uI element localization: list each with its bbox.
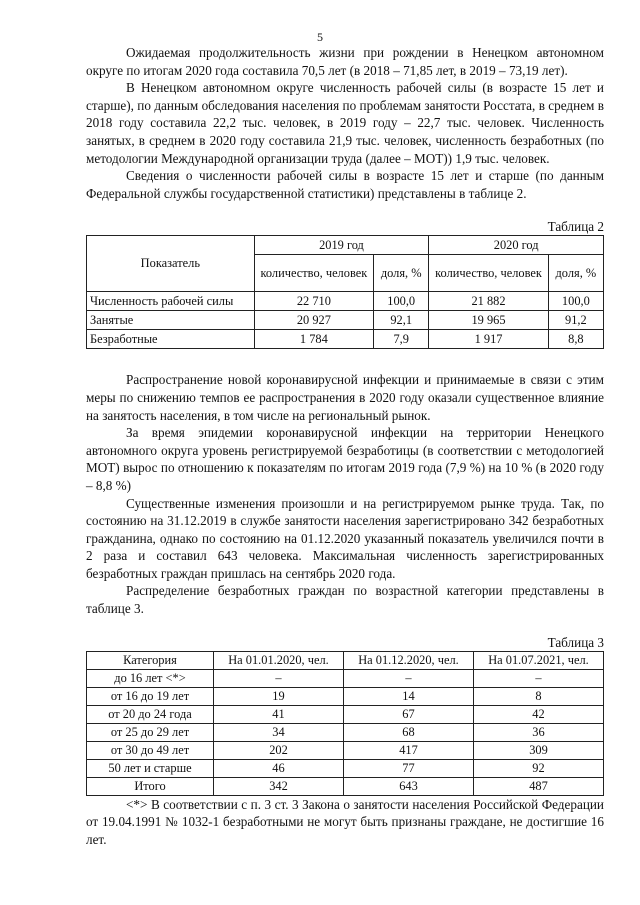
table3-cell: 92 xyxy=(474,759,604,777)
paragraph-life-expectancy: Ожидаемая продолжительность жизни при рождении в Ненецком автономном округе по итогам 2020 года составила 70,5 лет (в 2018 – 71,85 лет, в 2019 – 73,19 лет). xyxy=(86,45,604,78)
table3-cell: 19 xyxy=(214,687,344,705)
table3-cell: 77 xyxy=(344,759,474,777)
footnote: <*> В соответствии с п. 3 ст. 3 Закона о занятости населения Российской Федерации от 19.04.1991 № 1032-1 безработными не могут быть признаны граждане, не достигшие 16 лет. xyxy=(86,796,604,847)
table3-cell-category: от 30 до 49 лет xyxy=(87,741,214,759)
table3-cell: 42 xyxy=(474,705,604,723)
table2-cell-q2020: 19 965 xyxy=(429,311,548,330)
table2-header-qty-2019: количество, человек xyxy=(254,255,373,292)
table3-cell: 36 xyxy=(474,723,604,741)
table-row xyxy=(87,292,604,311)
table-row xyxy=(87,723,604,741)
table2-caption: Таблица 2 xyxy=(547,219,604,235)
table3-cell: 643 xyxy=(344,777,474,795)
table3-cell: – xyxy=(344,669,474,687)
table2-cell-q2019: 1 784 xyxy=(254,330,373,349)
paragraph-table2-intro: Сведения о численности рабочей силы в возрасте 15 лет и старше (по данным Федеральной службы государственной статистики) представлены в таблице 2. xyxy=(86,168,604,201)
table-row-total xyxy=(87,777,604,795)
table3-cell: 487 xyxy=(474,777,604,795)
table2-cell-label: Численность рабочей силы xyxy=(87,292,255,311)
table2-cell-s2020: 100,0 xyxy=(548,292,603,311)
table3-header-2020-jan: На 01.01.2020, чел. xyxy=(214,651,344,669)
table2-cell-q2020: 1 917 xyxy=(429,330,548,349)
table-row xyxy=(87,705,604,723)
table3-header-2020-dec: На 01.12.2020, чел. xyxy=(344,651,474,669)
table3-cell: 342 xyxy=(214,777,344,795)
paragraph-registered-market: Существенные изменения произошли и на регистрируемом рынке труда. Так, по состоянию на 31.12.2019 в службе занятости населения зарегистрировано 342 безработных гражданина, однако по состоянию на 01.12.2020 указанный показатель увеличился почти в 2 раза и составил 643 человека. Максимальная численность зарегистрированных безработных граждан пришлась на сентябрь 2020 года. xyxy=(86,495,604,581)
table2-cell-s2019: 100,0 xyxy=(374,292,429,311)
table-row xyxy=(87,759,604,777)
table3-cell: 46 xyxy=(214,759,344,777)
table-row xyxy=(87,687,604,705)
paragraph-unemployment-rate: За время эпидемии коронавирусной инфекции на территории Ненецкого автономного округа уровень регистрируемой безработицы (в соответствии с методологией МОТ) вырос по отношению к показателям по итогам 2019 года (7,9 %) на 10 % (в 2020 году – 8,8 %) xyxy=(86,425,604,493)
table3-cell-category: от 16 до 19 лет xyxy=(87,687,214,705)
table3-cell: – xyxy=(214,669,344,687)
unemployed-by-age-table xyxy=(86,651,604,796)
table2-cell-s2020: 91,2 xyxy=(548,311,603,330)
table3-cell: 309 xyxy=(474,741,604,759)
table2-cell-q2019: 22 710 xyxy=(254,292,373,311)
page-number: 5 xyxy=(317,30,323,44)
table3-cell-category: от 25 до 29 лет xyxy=(87,723,214,741)
table3-caption: Таблица 3 xyxy=(547,634,604,650)
paragraph-table3-intro: Распределение безработных граждан по возрастной категории представлены в таблице 3. xyxy=(86,583,604,617)
table3-cell: 202 xyxy=(214,741,344,759)
table2-cell-label: Занятые xyxy=(87,311,255,330)
table3-cell: 34 xyxy=(214,723,344,741)
table3-cell-category: Итого xyxy=(87,777,214,795)
table3-cell-category: до 16 лет <*> xyxy=(87,669,214,687)
table3-cell: 41 xyxy=(214,705,344,723)
table3-cell: 67 xyxy=(344,705,474,723)
table3-cell: 8 xyxy=(474,687,604,705)
table3-cell: 417 xyxy=(344,741,474,759)
table3-header-2021-jul: На 01.07.2021, чел. xyxy=(474,651,604,669)
table3-header-category: Категория xyxy=(87,651,214,669)
table3-cell: – xyxy=(474,669,604,687)
table2-header-2020: 2020 год xyxy=(429,236,604,255)
table-row xyxy=(87,669,604,687)
paragraph-covid-impact: Распространение новой коронавирусной инфекции и принимаемые в связи с этим меры по снижению темпов ее распространения в 2020 году оказали существенное влияние на занятость населения, в том числе на региональный рынок. xyxy=(86,372,604,423)
table3-cell: 68 xyxy=(344,723,474,741)
table2-cell-s2019: 92,1 xyxy=(374,311,429,330)
table2-header-share-2019: доля, % xyxy=(374,255,429,292)
table2-header-share-2020: доля, % xyxy=(548,255,603,292)
table2-header-qty-2020: количество, человек xyxy=(429,255,548,292)
document-body xyxy=(86,44,604,848)
table-row xyxy=(87,330,604,349)
table-row xyxy=(87,311,604,330)
table3-cell-category: от 20 до 24 года xyxy=(87,705,214,723)
table3-cell: 14 xyxy=(344,687,474,705)
labor-force-table xyxy=(86,235,604,349)
table2-cell-label: Безработные xyxy=(87,330,255,349)
table2-cell-s2019: 7,9 xyxy=(374,330,429,349)
table2-cell-q2019: 20 927 xyxy=(254,311,373,330)
table2-header-2019: 2019 год xyxy=(254,236,429,255)
table2-cell-s2020: 8,8 xyxy=(548,330,603,349)
table-row xyxy=(87,741,604,759)
paragraph-labor-force: В Ненецком автономном округе численность рабочей силы (в возрасте 15 лет и старше), по данным обследования населения по проблемам занятости Росстата, в среднем в 2018 году составила 22,2 тыс. человек, в 2019 году – 22,7 тыс. человек. Численность занятых, в среднем в 2020 году составила 21,9 тыс. человек, численность безработных (по методологии Международной организации труда (далее – МОТ)) 1,9 тыс. человек. xyxy=(86,80,604,166)
table3-cell-category: 50 лет и старше xyxy=(87,759,214,777)
table2-header-indicator: Показатель xyxy=(87,236,255,292)
table2-cell-q2020: 21 882 xyxy=(429,292,548,311)
